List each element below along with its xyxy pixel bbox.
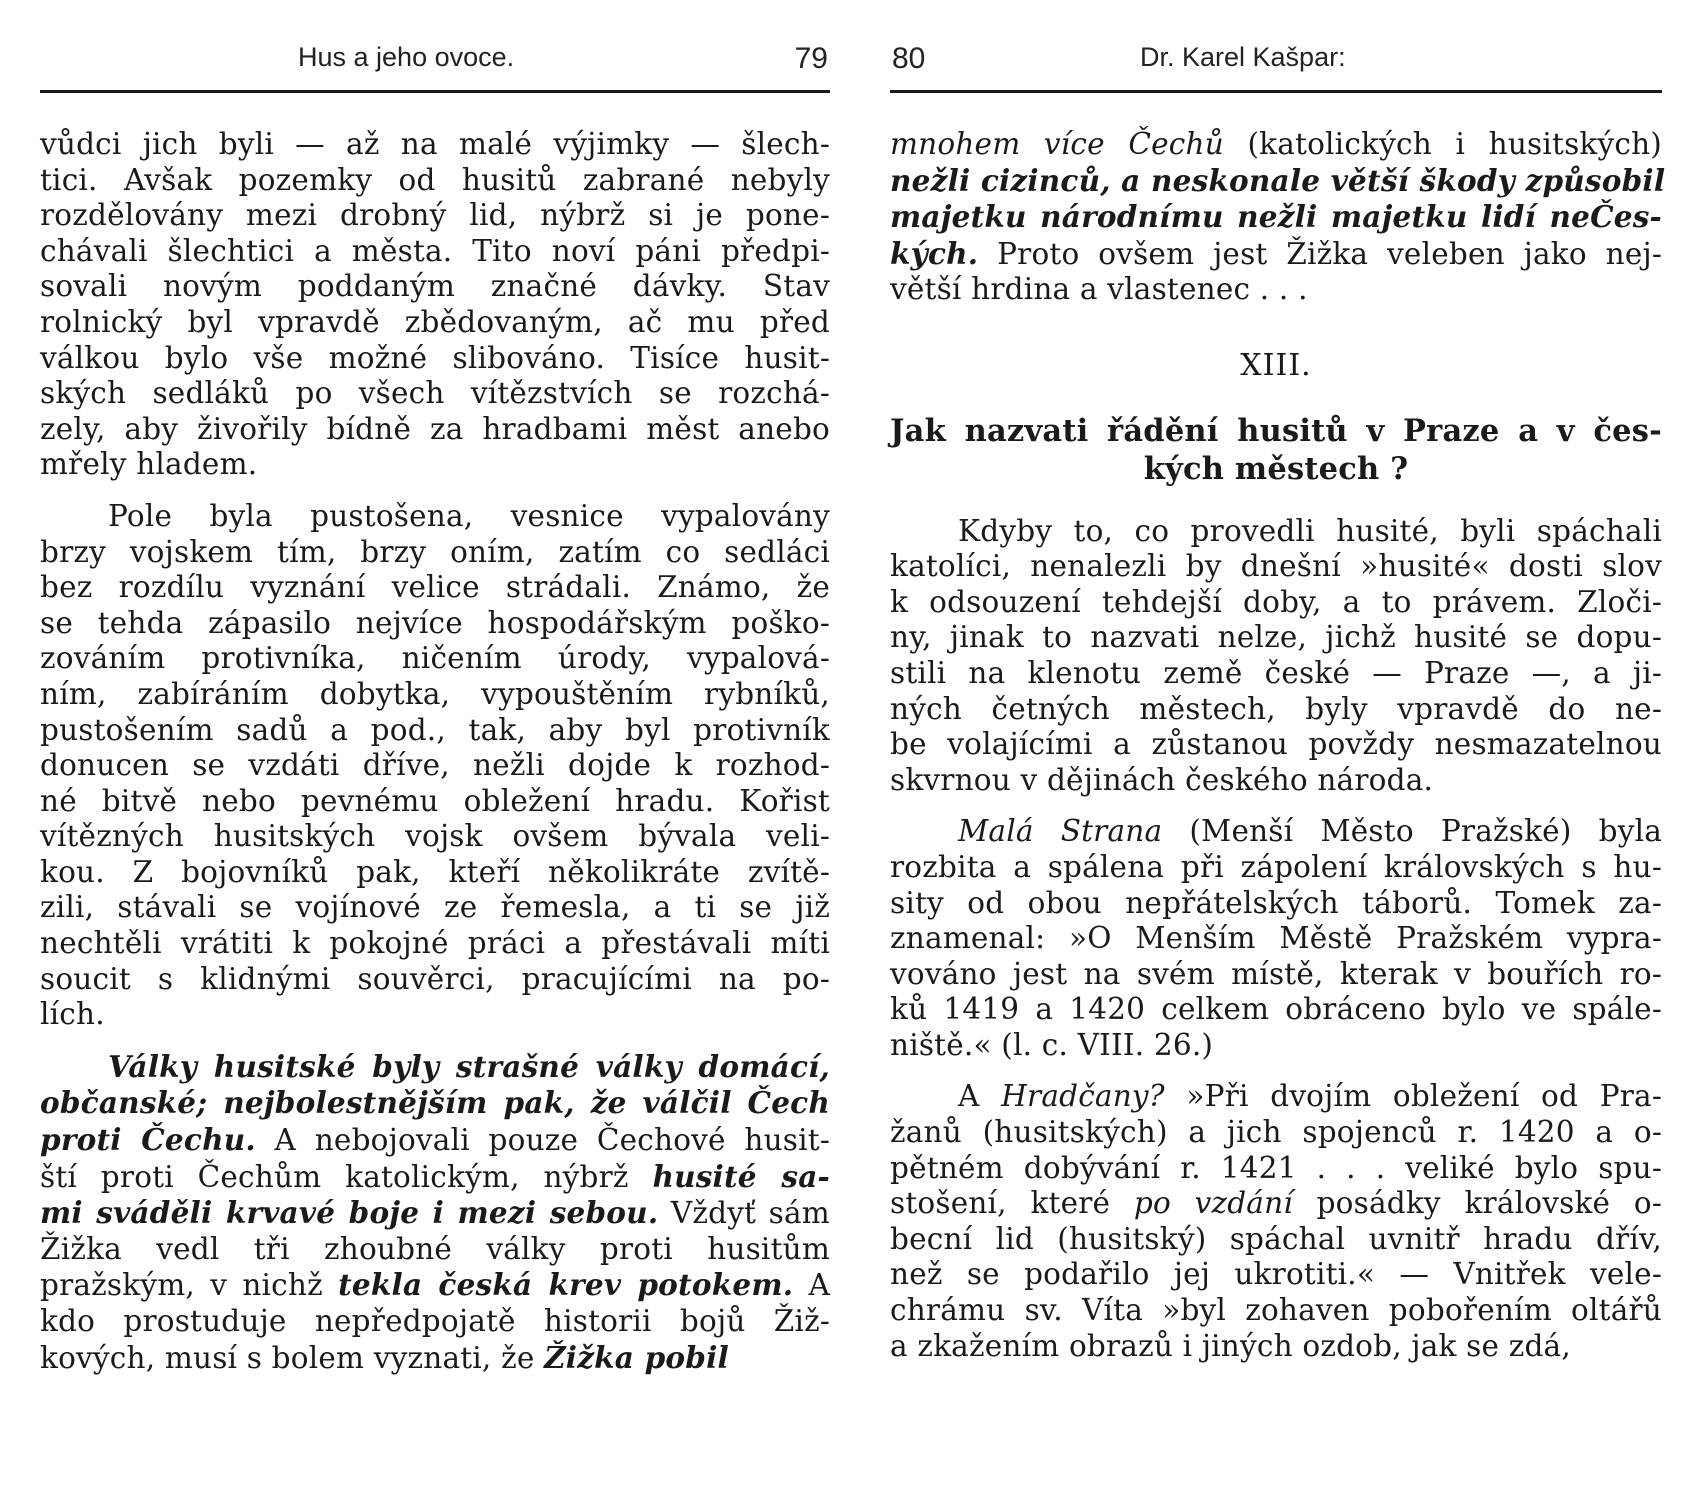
text-line bbox=[40, 269, 830, 305]
text-line bbox=[890, 992, 1662, 1028]
emphasis-text: mi sváděli krvavé boje i mezi sebou. bbox=[40, 1195, 659, 1231]
text-run: pustošením sadů a pod., tak, aby byl protivník bbox=[40, 712, 830, 747]
text-run: soucit s klidnými souvěrci, pracujícími na po- bbox=[40, 961, 830, 996]
emphasis-text: po vzdání bbox=[1133, 1186, 1293, 1221]
left-header-title: Hus a jeho ovoce. bbox=[298, 42, 515, 72]
text-run: znamenal: »O Menším Městě Pražském vypra- bbox=[890, 921, 1662, 956]
text-run: stošení, které bbox=[890, 1186, 1134, 1221]
text-run: zely, aby živořily bídně za hradbami měst anebo bbox=[40, 411, 830, 446]
text-line bbox=[890, 236, 1662, 273]
text-run: zováním protivníka, ničením úrody, vypalová- bbox=[40, 641, 830, 676]
text-line bbox=[890, 886, 1662, 922]
text-line bbox=[40, 1195, 830, 1232]
text-run: žanů (husitských) a jich spojenců r. 1420 a o- bbox=[890, 1115, 1662, 1150]
emphasis-text: Malá Strana bbox=[958, 814, 1163, 849]
text-line bbox=[40, 962, 830, 998]
text-line bbox=[890, 162, 1666, 200]
right-running-head bbox=[890, 42, 1662, 82]
text-run: A bbox=[793, 1268, 830, 1303]
text-line bbox=[890, 1222, 1662, 1258]
text-line bbox=[40, 234, 830, 270]
paragraph bbox=[890, 814, 1662, 1063]
left-body-text bbox=[40, 127, 830, 1376]
text-run: kou. Z bojovníků pak, kteří několikráte zvítě- bbox=[40, 854, 830, 889]
text-line bbox=[40, 713, 830, 749]
text-run: becní lid (husitský) spáchal uvnitř hradu dřív, bbox=[890, 1221, 1662, 1256]
text-run: chávali šlechtici a města. Tito noví páni předpi- bbox=[40, 233, 830, 268]
text-line bbox=[40, 447, 830, 483]
right-body-text bbox=[890, 127, 1666, 1364]
paragraph bbox=[890, 1079, 1662, 1364]
text-line bbox=[40, 819, 830, 855]
text-line bbox=[890, 127, 1662, 163]
text-line bbox=[40, 855, 830, 891]
text-run: pětném dobývání r. 1421 . . . veliké bylo spu- bbox=[890, 1150, 1662, 1185]
text-run: chrámu sv. Víta »byl zohaven pobořením oltářů bbox=[890, 1293, 1662, 1328]
text-line bbox=[890, 850, 1662, 886]
paragraph bbox=[890, 514, 1662, 799]
text-run: rozdělovány mezi drobný lid, nýbrž si je pone- bbox=[40, 198, 830, 233]
text-line bbox=[890, 620, 1662, 656]
text-line bbox=[890, 656, 1662, 692]
text-run: sovali novým poddaným značné dávky. Stav bbox=[40, 269, 830, 304]
text-line bbox=[890, 1115, 1662, 1151]
text-line bbox=[890, 1329, 1662, 1365]
text-line bbox=[890, 1186, 1662, 1222]
text-run: kových, musí s bolem vyznati, že bbox=[40, 1340, 545, 1375]
text-line bbox=[40, 748, 830, 784]
emphasis-text: Žižka pobil bbox=[544, 1339, 729, 1375]
text-line bbox=[890, 199, 1662, 236]
text-line bbox=[890, 727, 1662, 763]
text-run: lích. bbox=[40, 997, 105, 1032]
paragraph bbox=[40, 127, 830, 483]
emphasis-text: kých. bbox=[890, 235, 979, 271]
text-line bbox=[890, 814, 1662, 850]
left-page bbox=[40, 0, 830, 1392]
text-line bbox=[890, 1293, 1662, 1329]
left-running-head bbox=[40, 42, 830, 82]
text-run: zili, stávali se vojínové ze řemesla, a ti se již bbox=[40, 890, 830, 925]
right-header-title: Dr. Karel Kašpar: bbox=[1140, 42, 1346, 72]
text-line bbox=[890, 921, 1662, 957]
emphasis-text: husité sa- bbox=[652, 1158, 830, 1194]
text-line bbox=[40, 1304, 830, 1340]
text-line bbox=[890, 549, 1662, 585]
text-line bbox=[890, 272, 1662, 308]
text-run: skvrnou v dějinách českého národa. bbox=[890, 762, 1434, 797]
text-run: (Menší Město Pražské) byla bbox=[1162, 814, 1662, 849]
text-line bbox=[40, 784, 830, 820]
text-run: vůdci jich byli — až na malé výjimky — šlech- bbox=[40, 127, 830, 161]
left-header-rule bbox=[40, 90, 830, 93]
text-line bbox=[40, 1159, 830, 1196]
text-run: k odsouzení tehdejší doby, a to právem. Zloči- bbox=[890, 584, 1662, 619]
text-run: né bitvě nebo pevnému obležení hradu. Kořist bbox=[40, 783, 830, 818]
paragraph bbox=[40, 499, 830, 1033]
text-run: tici. Avšak pozemky od husitů zabrané nebyly bbox=[40, 162, 830, 197]
text-run: Vždyť sám bbox=[658, 1196, 830, 1231]
text-run: mřely hladem. bbox=[40, 447, 258, 482]
left-page-number: 79 bbox=[794, 42, 828, 75]
text-run: sity od obou nepřátelských táborů. Tomek za- bbox=[890, 885, 1662, 920]
section-title bbox=[890, 412, 1662, 488]
text-run: se tehda zápasilo nejvíce hospodářským poško- bbox=[40, 605, 830, 640]
text-run: ků 1419 a 1420 celkem obráceno bylo ve spále- bbox=[890, 992, 1662, 1027]
text-run: ných četných městech, byly vpravdě do ne- bbox=[890, 691, 1662, 726]
text-run: Žižka vedl tři zhoubné války proti husitům bbox=[40, 1231, 830, 1266]
text-line bbox=[40, 1049, 830, 1086]
text-run: a zkažením obrazů i jiných ozdob, jak se zdá, bbox=[890, 1328, 1571, 1363]
text-line bbox=[40, 305, 830, 341]
text-run: niště.« (l. c. VIII. 26.) bbox=[890, 1027, 1214, 1062]
text-line bbox=[890, 514, 1662, 550]
text-line bbox=[40, 1340, 830, 1377]
text-line bbox=[40, 412, 830, 448]
text-run: vováno jest na svém místě, kterak v bouřích ro- bbox=[890, 956, 1662, 991]
text-run: ny, jinak to nazvati nelze, jichž husité se dopu- bbox=[890, 620, 1662, 655]
text-line bbox=[40, 1232, 830, 1268]
text-line bbox=[890, 692, 1662, 728]
emphasis-text: proti Čechu. bbox=[40, 1122, 256, 1158]
text-line bbox=[40, 997, 830, 1033]
text-line bbox=[40, 926, 830, 962]
text-line bbox=[890, 957, 1662, 993]
section-title-line: Jak nazvati řádění husitů v Praze a v čes- bbox=[890, 412, 1662, 449]
text-run: Proto ovšem jest Žižka veleben jako nej- bbox=[978, 236, 1662, 271]
text-run: brzy vojskem tím, brzy oním, zatím co sedláci bbox=[40, 534, 830, 569]
emphasis-text: tekla česká krev potokem. bbox=[338, 1267, 794, 1303]
text-line bbox=[40, 641, 830, 677]
right-paragraphs bbox=[890, 514, 1662, 1365]
right-page bbox=[890, 0, 1666, 1380]
text-line bbox=[40, 890, 830, 926]
text-line bbox=[40, 198, 830, 234]
text-line bbox=[40, 499, 830, 535]
text-line bbox=[40, 1122, 830, 1159]
text-line bbox=[40, 606, 830, 642]
text-run: větší hrdina a vlastenec . . . bbox=[890, 272, 1308, 307]
text-line bbox=[40, 127, 830, 163]
paragraph bbox=[40, 1049, 830, 1376]
text-line bbox=[40, 677, 830, 713]
section-number: XIII. bbox=[1240, 347, 1312, 383]
emphasis-text: majetku národnímu nežli majetku lidí neČes- bbox=[890, 199, 1662, 235]
text-run: rozbita a spálena při zápolení královských s hu- bbox=[890, 849, 1662, 884]
text-run: ním, zabíráním dobytka, vypouštěním rybníků, bbox=[40, 676, 830, 711]
text-line bbox=[890, 763, 1662, 799]
text-run: A bbox=[958, 1079, 1002, 1114]
text-run: ští proti Čechům katolickým, nýbrž bbox=[40, 1159, 653, 1194]
text-line bbox=[40, 376, 830, 412]
text-run: donucen se vzdáti dříve, nežli dojde k rozhod- bbox=[40, 748, 830, 783]
text-run: rolnický byl vpravdě zbědovaným, ač mu před bbox=[40, 304, 830, 339]
emphasis-text: nežli cizinců, a neskonale větší škody způsobil bbox=[890, 162, 1666, 198]
text-line bbox=[890, 1079, 1662, 1115]
text-run: A nebojovali pouze Čechové husit- bbox=[255, 1123, 830, 1158]
text-line bbox=[890, 585, 1662, 621]
right-header-rule bbox=[890, 90, 1662, 93]
text-run: bez rozdílu vyznání velice strádali. Známo, že bbox=[40, 570, 830, 605]
text-run: vítězných husitských vojsk ovšem bývala veli- bbox=[40, 819, 830, 854]
text-run: (katolických i husitských) bbox=[1223, 127, 1662, 161]
text-line bbox=[890, 1028, 1662, 1064]
emphasis-text: Války husitské byly strašné války domácí, bbox=[108, 1048, 830, 1084]
text-run: nechtěli vrátiti k pokojné práci a přestávali míti bbox=[40, 926, 830, 961]
text-run: Kdyby to, co provedli husité, byli spáchali bbox=[958, 513, 1662, 548]
right-opening-paragraph bbox=[890, 127, 1666, 308]
text-line bbox=[890, 1151, 1662, 1187]
text-run: stili na klenotu země české — Praze —, a ji- bbox=[890, 655, 1662, 690]
text-run: be volajícími a zůstanou povždy nesmazatelnou bbox=[890, 727, 1662, 762]
text-run: ských sedláků po všech vítězstvích se rozchá- bbox=[40, 376, 830, 411]
text-run: válkou bylo vše možné slibováno. Tisíce husit- bbox=[40, 340, 830, 375]
text-run: Pole byla pustošena, vesnice vypalovány bbox=[108, 498, 830, 533]
text-run: posádky královské o- bbox=[1292, 1186, 1662, 1221]
text-run: katolíci, nenalezli by dnešní »husité« dosti slov bbox=[890, 549, 1662, 584]
text-line bbox=[40, 1085, 830, 1122]
section-title-line: kých městech ? bbox=[1143, 450, 1409, 487]
emphasis-text: Hradčany? bbox=[1001, 1079, 1165, 1114]
emphasis-text: občanské; nejbolestnějším pak, že válčil Čech bbox=[40, 1085, 830, 1121]
right-page-number: 80 bbox=[892, 42, 926, 75]
text-run: pražským, v nichž bbox=[40, 1268, 339, 1303]
text-run: než se podařilo jej ukrotiti.« — Vnitřek vele- bbox=[890, 1257, 1662, 1292]
text-run: kdo prostuduje nepředpojatě historii bojů Žiž- bbox=[40, 1304, 830, 1338]
text-line bbox=[890, 1257, 1662, 1293]
text-line bbox=[40, 570, 830, 606]
text-run: »Při dvojím obležení od Pra- bbox=[1164, 1079, 1662, 1114]
text-line bbox=[40, 341, 830, 377]
text-line bbox=[40, 535, 830, 571]
text-line bbox=[40, 163, 830, 199]
text-line bbox=[40, 1267, 830, 1304]
emphasis-text: mnohem více Čechů bbox=[890, 127, 1224, 161]
